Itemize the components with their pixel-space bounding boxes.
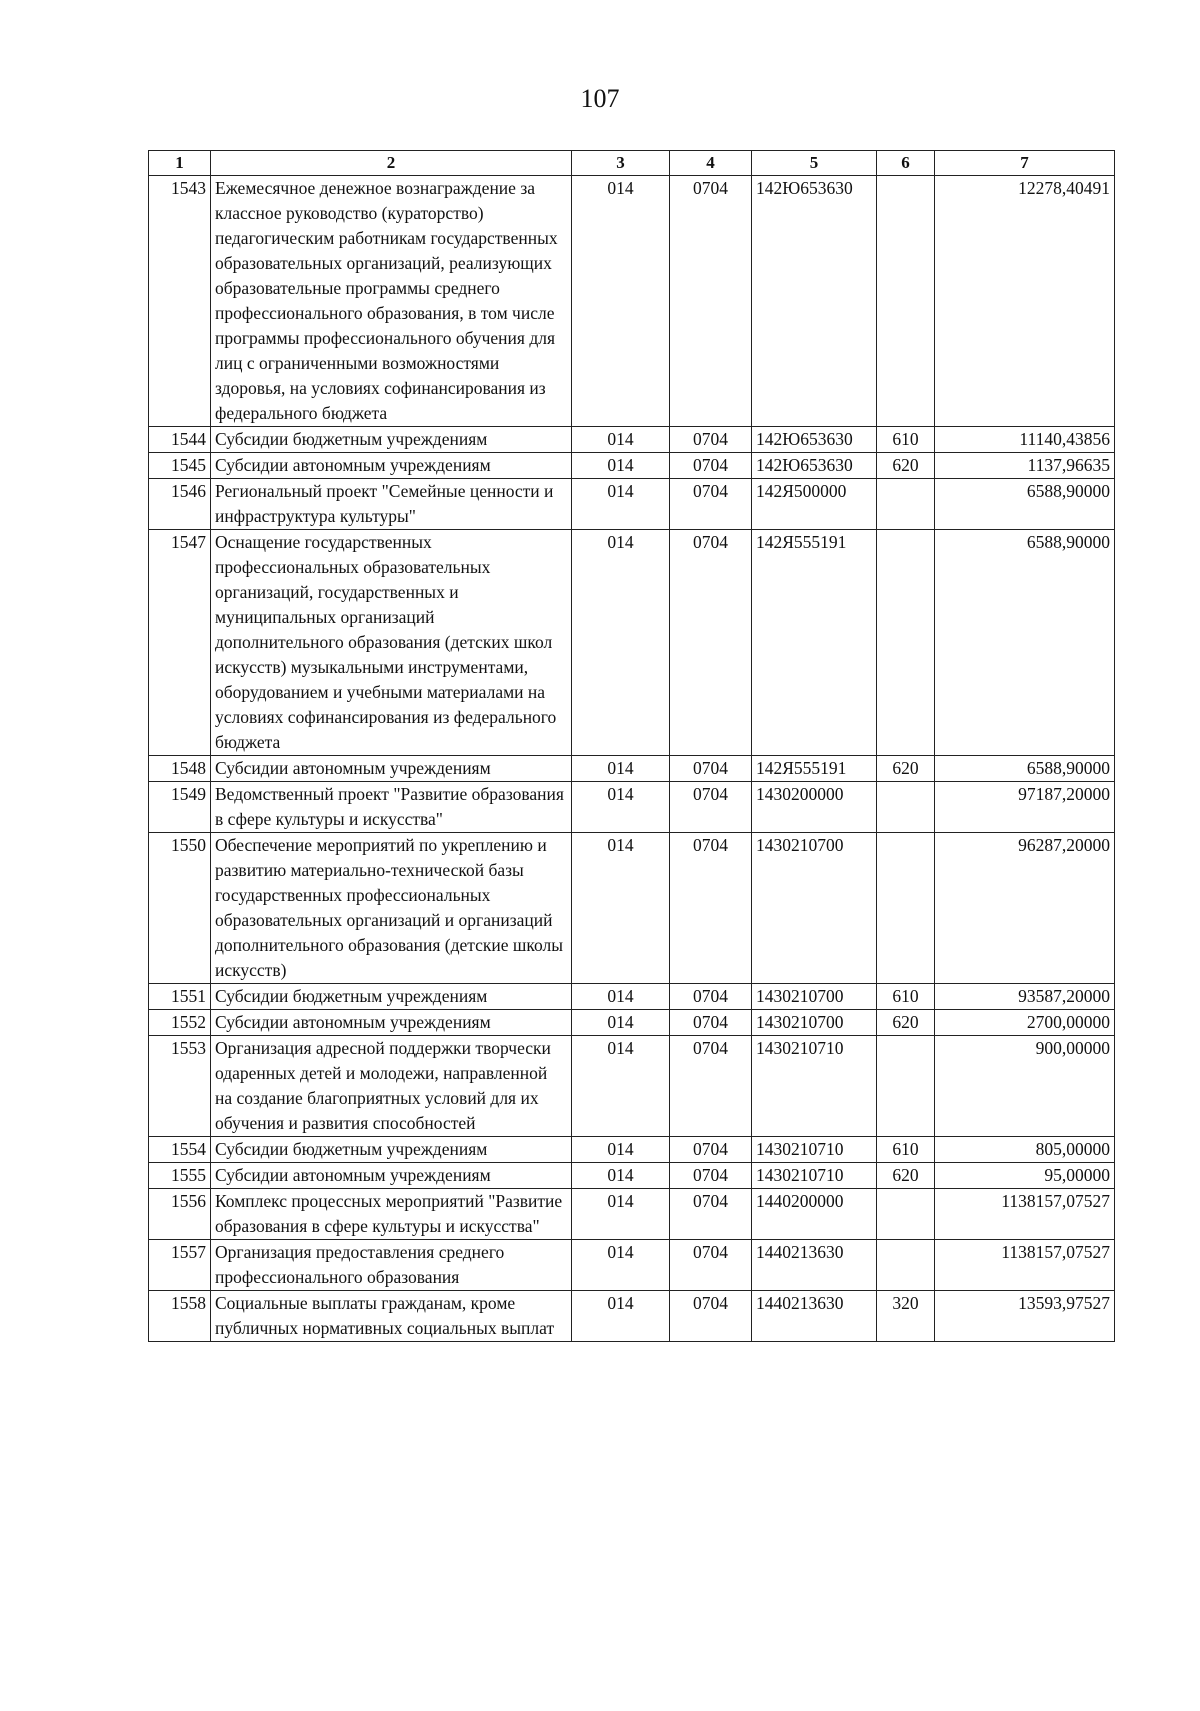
row-name-cell: Субсидии автономным учреждениям <box>211 756 572 782</box>
table-row <box>149 479 1115 530</box>
table-row <box>149 782 1115 833</box>
expense-type-cell: 620 <box>877 1163 935 1189</box>
row-number-cell: 1544 <box>149 427 211 453</box>
ministry-code-cell: 014 <box>572 833 670 984</box>
expense-type-cell <box>877 530 935 756</box>
amount-cell: 1138157,07527 <box>935 1189 1115 1240</box>
section-code-cell: 0704 <box>670 756 752 782</box>
amount-cell: 6588,90000 <box>935 530 1115 756</box>
row-name-cell: Субсидии бюджетным учреждениям <box>211 984 572 1010</box>
amount-cell: 900,00000 <box>935 1036 1115 1137</box>
column-header: 4 <box>670 151 752 176</box>
target-article-cell: 142Я555191 <box>752 530 877 756</box>
row-number-cell: 1554 <box>149 1137 211 1163</box>
row-number-cell: 1556 <box>149 1189 211 1240</box>
section-code-cell: 0704 <box>670 1291 752 1342</box>
expense-type-cell: 620 <box>877 756 935 782</box>
row-number-cell: 1543 <box>149 176 211 427</box>
section-code-cell: 0704 <box>670 1189 752 1240</box>
column-header: 6 <box>877 151 935 176</box>
ministry-code-cell: 014 <box>572 1291 670 1342</box>
column-header: 1 <box>149 151 211 176</box>
amount-cell: 11140,43856 <box>935 427 1115 453</box>
row-number-cell: 1551 <box>149 984 211 1010</box>
ministry-code-cell: 014 <box>572 479 670 530</box>
page-number: 107 <box>580 84 620 113</box>
amount-cell: 1137,96635 <box>935 453 1115 479</box>
row-number-cell: 1552 <box>149 1010 211 1036</box>
row-name-cell: Социальные выплаты гражданам, кроме публичных нормативных социальных выплат <box>211 1291 572 1342</box>
expense-type-cell <box>877 1240 935 1291</box>
amount-cell: 805,00000 <box>935 1137 1115 1163</box>
expense-type-cell: 620 <box>877 1010 935 1036</box>
section-code-cell: 0704 <box>670 1010 752 1036</box>
amount-cell: 12278,40491 <box>935 176 1115 427</box>
target-article-cell: 1430210710 <box>752 1137 877 1163</box>
table-row <box>149 1036 1115 1137</box>
table-row <box>149 1189 1115 1240</box>
row-name-cell: Субсидии автономным учреждениям <box>211 1163 572 1189</box>
row-number-cell: 1557 <box>149 1240 211 1291</box>
row-name-cell: Ежемесячное денежное вознаграждение за классное руководство (кураторство) педагогическим работникам государственных образовательных организаций, реализующих образовательные программы среднего профессионального образования, в том числе программы профессионального обучения для лиц с ограниченными возможностями здоровья, на условиях софинансирования из федерального бюджета <box>211 176 572 427</box>
section-code-cell: 0704 <box>670 782 752 833</box>
expense-type-cell <box>877 1189 935 1240</box>
ministry-code-cell: 014 <box>572 530 670 756</box>
target-article-cell: 142Я555191 <box>752 756 877 782</box>
ministry-code-cell: 014 <box>572 984 670 1010</box>
target-article-cell: 1440213630 <box>752 1291 877 1342</box>
section-code-cell: 0704 <box>670 1240 752 1291</box>
target-article-cell: 1430210700 <box>752 1010 877 1036</box>
expense-type-cell <box>877 176 935 427</box>
table-row <box>149 1163 1115 1189</box>
section-code-cell: 0704 <box>670 453 752 479</box>
table-row <box>149 453 1115 479</box>
target-article-cell: 142Я500000 <box>752 479 877 530</box>
table-row <box>149 1137 1115 1163</box>
ministry-code-cell: 014 <box>572 1137 670 1163</box>
row-number-cell: 1555 <box>149 1163 211 1189</box>
column-header: 2 <box>211 151 572 176</box>
row-number-cell: 1558 <box>149 1291 211 1342</box>
row-name-cell: Комплекс процессных мероприятий "Развитие образования в сфере культуры и искусства" <box>211 1189 572 1240</box>
expense-type-cell <box>877 782 935 833</box>
target-article-cell: 142Ю653630 <box>752 453 877 479</box>
target-article-cell: 1430210710 <box>752 1163 877 1189</box>
expense-type-cell <box>877 833 935 984</box>
row-number-cell: 1548 <box>149 756 211 782</box>
row-name-cell: Субсидии бюджетным учреждениям <box>211 1137 572 1163</box>
row-number-cell: 1545 <box>149 453 211 479</box>
header-row <box>149 151 1115 176</box>
row-name-cell: Обеспечение мероприятий по укреплению и развитию материально-технической базы государственных профессиональных образовательных организаций и организаций дополнительного образования (детские школы искусств) <box>211 833 572 984</box>
amount-cell: 1138157,07527 <box>935 1240 1115 1291</box>
row-name-cell: Субсидии автономным учреждениям <box>211 1010 572 1036</box>
expense-type-cell: 620 <box>877 453 935 479</box>
target-article-cell: 1430210700 <box>752 833 877 984</box>
amount-cell: 96287,20000 <box>935 833 1115 984</box>
target-article-cell: 142Ю653630 <box>752 176 877 427</box>
amount-cell: 6588,90000 <box>935 479 1115 530</box>
section-code-cell: 0704 <box>670 479 752 530</box>
section-code-cell: 0704 <box>670 530 752 756</box>
expense-type-cell: 320 <box>877 1291 935 1342</box>
ministry-code-cell: 014 <box>572 1036 670 1137</box>
ministry-code-cell: 014 <box>572 176 670 427</box>
table-row <box>149 427 1115 453</box>
target-article-cell: 142Ю653630 <box>752 427 877 453</box>
amount-cell: 93587,20000 <box>935 984 1115 1010</box>
ministry-code-cell: 014 <box>572 1189 670 1240</box>
ministry-code-cell: 014 <box>572 1240 670 1291</box>
section-code-cell: 0704 <box>670 1036 752 1137</box>
row-number-cell: 1547 <box>149 530 211 756</box>
section-code-cell: 0704 <box>670 427 752 453</box>
expense-type-cell <box>877 1036 935 1137</box>
row-number-cell: 1553 <box>149 1036 211 1137</box>
target-article-cell: 1430210700 <box>752 984 877 1010</box>
ministry-code-cell: 014 <box>572 1163 670 1189</box>
target-article-cell: 1430200000 <box>752 782 877 833</box>
row-number-cell: 1549 <box>149 782 211 833</box>
row-name-cell: Ведомственный проект "Развитие образования в сфере культуры и искусства" <box>211 782 572 833</box>
row-name-cell: Оснащение государственных профессиональных образовательных организаций, государственных и муниципальных организаций дополнительного образования (детских школ искусств) музыкальными инструментами, оборудованием и учебными материалами на условиях софинансирования из федерального бюджета <box>211 530 572 756</box>
section-code-cell: 0704 <box>670 833 752 984</box>
ministry-code-cell: 014 <box>572 1010 670 1036</box>
table-row <box>149 984 1115 1010</box>
row-name-cell: Субсидии автономным учреждениям <box>211 453 572 479</box>
expense-type-cell: 610 <box>877 427 935 453</box>
ministry-code-cell: 014 <box>572 782 670 833</box>
column-header: 7 <box>935 151 1115 176</box>
amount-cell: 13593,97527 <box>935 1291 1115 1342</box>
section-code-cell: 0704 <box>670 176 752 427</box>
section-code-cell: 0704 <box>670 1137 752 1163</box>
target-article-cell: 1440213630 <box>752 1240 877 1291</box>
budget-table <box>148 150 1115 1342</box>
amount-cell: 97187,20000 <box>935 782 1115 833</box>
row-number-cell: 1546 <box>149 479 211 530</box>
table-row <box>149 1010 1115 1036</box>
row-name-cell: Организация предоставления среднего профессионального образования <box>211 1240 572 1291</box>
section-code-cell: 0704 <box>670 1163 752 1189</box>
expense-type-cell: 610 <box>877 1137 935 1163</box>
row-name-cell: Субсидии бюджетным учреждениям <box>211 427 572 453</box>
target-article-cell: 1440200000 <box>752 1189 877 1240</box>
row-name-cell: Региональный проект "Семейные ценности и инфраструктура культуры" <box>211 479 572 530</box>
amount-cell: 6588,90000 <box>935 756 1115 782</box>
expense-type-cell <box>877 479 935 530</box>
row-number-cell: 1550 <box>149 833 211 984</box>
ministry-code-cell: 014 <box>572 453 670 479</box>
column-header: 5 <box>752 151 877 176</box>
table-row <box>149 530 1115 756</box>
target-article-cell: 1430210710 <box>752 1036 877 1137</box>
expense-type-cell: 610 <box>877 984 935 1010</box>
amount-cell: 2700,00000 <box>935 1010 1115 1036</box>
table-row <box>149 1240 1115 1291</box>
section-code-cell: 0704 <box>670 984 752 1010</box>
ministry-code-cell: 014 <box>572 427 670 453</box>
table-row <box>149 176 1115 427</box>
table-row <box>149 756 1115 782</box>
column-header: 3 <box>572 151 670 176</box>
table-row <box>149 833 1115 984</box>
ministry-code-cell: 014 <box>572 756 670 782</box>
table-row <box>149 1291 1115 1342</box>
row-name-cell: Организация адресной поддержки творчески одаренных детей и молодежи, направленной на создание благоприятных условий для их обучения и развития способностей <box>211 1036 572 1137</box>
amount-cell: 95,00000 <box>935 1163 1115 1189</box>
